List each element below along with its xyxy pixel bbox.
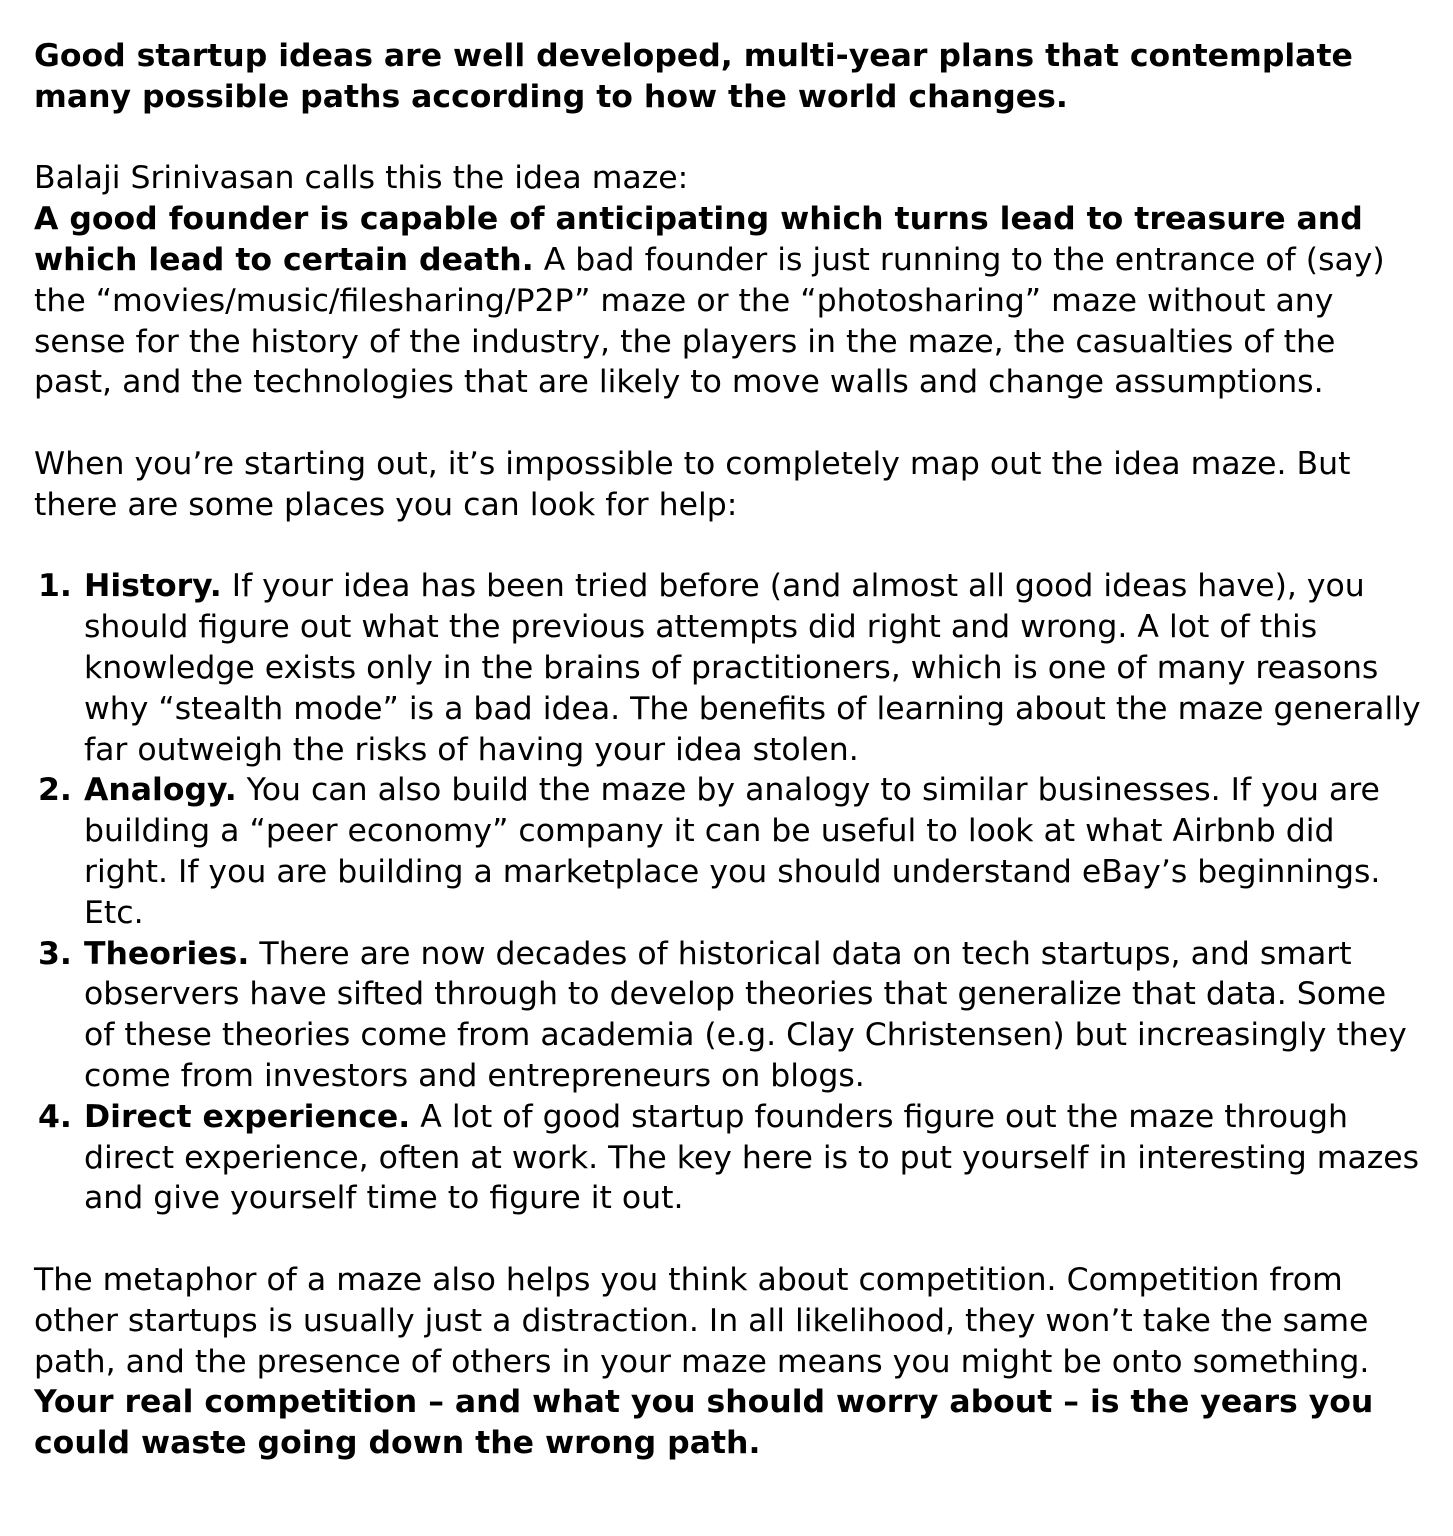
list-item-number: 4. xyxy=(38,1098,72,1135)
list-item-title: Analogy. xyxy=(84,772,237,809)
paragraph-spacer xyxy=(34,1219,1423,1260)
list-item-title: Theories. xyxy=(84,935,250,972)
list-item-title: History. xyxy=(84,568,222,605)
competition-bold-conclusion: Your real competition – and what you should worry about – is the years you could waste going down the wrong path. xyxy=(34,1384,1374,1462)
list-item xyxy=(34,770,1423,933)
list-item xyxy=(34,1097,1423,1219)
tips-list xyxy=(34,566,1423,1219)
list-item xyxy=(34,934,1423,1097)
list-item-body: If your idea has been tried before (and almost all good ideas have), you should figure out what the previous attempts did right and wrong. A lot of this knowledge exists only in the brains of practitioners, which is one of many reasons why “stealth mode” is a bad idea. The benefits of learning about the maze generally far outweigh the risks of having your idea stolen. xyxy=(84,568,1421,768)
list-item-number: 1. xyxy=(38,568,72,605)
intro-heading-text: Good startup ideas are well developed, multi-year plans that contemplate many possible paths according to how the world changes. xyxy=(34,38,1353,115)
maze-lead: Balaji Srinivasan calls this the idea maze: xyxy=(34,160,689,197)
paragraph-spacer xyxy=(34,526,1423,567)
list-item-number: 2. xyxy=(38,772,72,809)
competition-paragraph-text: The metaphor of a maze also helps you think about competition. Competition from other startups is usually just a distraction. In all likelihood, they won’t take the same path, and the presence of others in your maze means you might be onto something. xyxy=(34,1261,1370,1380)
maze-paragraph-text: A bad founder is just running to the entrance of (say) the “movies/music/filesharing/P2P” maze or the “photosharing” maze without any sense for the history of the industry, the players in the maze, the casualties of the past, and the technologies that are likely to move walls and change assumptions. xyxy=(34,241,1385,401)
intro-heading xyxy=(34,36,1423,118)
paragraph-spacer xyxy=(34,118,1423,159)
list-item-body: A lot of good startup founders figure out the maze through direct experience, often at work. The key here is to put yourself in interesting mazes and give yourself time to figure it out. xyxy=(84,1098,1420,1217)
list-item-body: You can also build the maze by analogy to similar businesses. If you are building a “peer economy” company it can be useful to look at what Airbnb did right. If you are building a marketplace you should understand eBay’s beginnings. Etc. xyxy=(84,772,1381,931)
maze-bold-statement: A good founder is capable of anticipating which turns lead to treasure and which lead to certain death. xyxy=(34,201,1363,278)
list-item xyxy=(34,566,1423,770)
list-item-number: 3. xyxy=(38,935,72,972)
maze-paragraph xyxy=(34,199,1423,403)
list-item-body: There are now decades of historical data on tech startups, and smart observers have sifted through to develop theories that generalize that data. Some of these theories come from academia (e.g. Clay Christensen) but increasingly they come from investors and entrepreneurs on blogs. xyxy=(84,935,1407,1094)
competition-paragraph xyxy=(34,1260,1423,1464)
list-item-title: Direct experience. xyxy=(84,1098,411,1135)
starting-paragraph: When you’re starting out, it’s impossible to completely map out the idea maze. But there are some places you can look for help: xyxy=(34,445,1351,523)
paragraph-spacer xyxy=(34,403,1423,444)
